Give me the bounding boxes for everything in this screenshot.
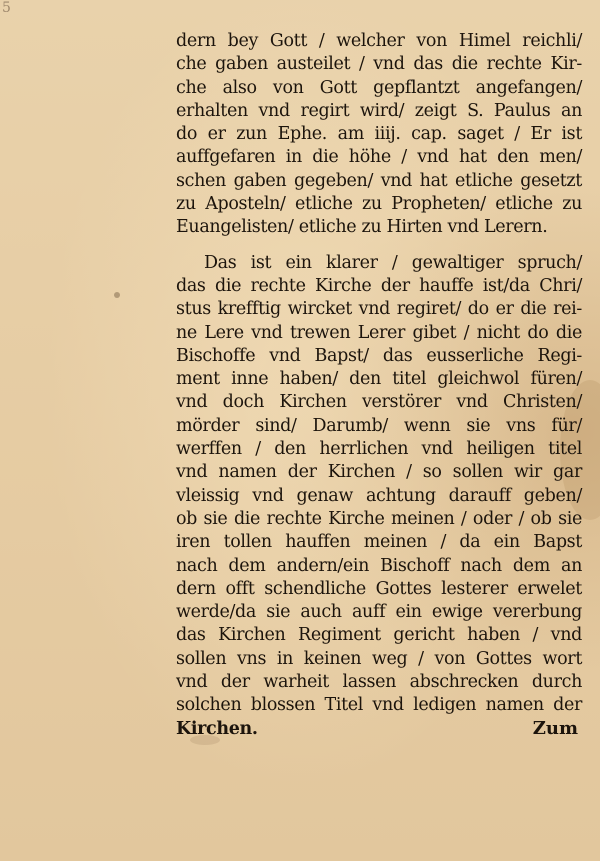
text-line: iren tollen hauffen meinen / da ein Bapst: [176, 532, 582, 553]
text-line: mörder sind/ Darumb/ wenn sie vns für/: [176, 415, 582, 436]
text-line: zu Aposteln/ etliche zu Propheten/ etliche zu: [176, 194, 582, 215]
paragraph-1: [176, 30, 588, 240]
text-line: nach dem andern/ein Bischoff nach dem an: [176, 555, 582, 576]
text-line: Bischoffe vnd Bapst/ das eusserliche Regi-: [176, 345, 582, 366]
text-line: vnd namen der Kirchen / so sollen wir gar: [176, 462, 582, 483]
text-line: Euangelisten/ etliche zu Hirten vnd Lerern.: [176, 217, 548, 238]
text-line: dern bey Gott / welcher von Himel reichli/: [176, 31, 582, 51]
text-line: vleissig vnd genaw achtung darauff geben/: [176, 485, 582, 506]
text-line: che gaben austeilet / vnd das die rechte Kir-: [176, 54, 582, 75]
page-number-fragment: 5: [2, 0, 11, 16]
text-line: das die rechte Kirche der hauffe ist/da Chri/: [176, 275, 582, 296]
catchword: Zum: [532, 718, 578, 739]
text-line: schen gaben gegeben/ vnd hat etliche gesetzt: [176, 170, 582, 191]
paragraph-2: [176, 252, 588, 741]
text-line: vnd doch Kirchen verstörer vnd Christen/: [176, 392, 582, 413]
text-line: erhalten vnd regirt wird/ zeigt S. Paulus an: [176, 100, 582, 121]
text-line: Das ist ein klarer / gewaltiger spruch/: [204, 252, 582, 273]
text-line: vnd der warheit lassen abschrecken durch: [176, 672, 582, 693]
paragraph-gap: [176, 240, 588, 252]
text-line: che also von Gott gepflantzt angefangen/: [176, 77, 582, 98]
text-line: auffgefaren in die höhe / vnd hat den men/: [176, 147, 582, 168]
text-line: sollen vns in keinen weg / von Gottes wort: [176, 648, 582, 669]
text-line: ne Lere vnd trewen Lerer gibet / nicht do die: [176, 322, 582, 343]
text-line: stus krefftig wircket vnd regiret/ do er die rei-: [176, 299, 582, 320]
text-line: do er zun Ephe. am iiij. cap. saget / Er ist: [176, 124, 582, 145]
margin-ink-dot: [114, 292, 120, 298]
text-line: werffen / den herrlichen vnd heiligen titel: [176, 439, 582, 460]
text-line: ob sie die rechte Kirche meinen / oder / ob sie: [176, 508, 582, 529]
text-line: ment inne haben/ den titel gleichwol füren/: [176, 369, 582, 390]
text-line: Kirchen.: [176, 718, 258, 739]
text-line: das Kirchen Regiment gericht haben / vnd: [176, 625, 582, 646]
text-line: dern offt schendliche Gottes lesterer erwelet: [176, 578, 582, 599]
text-line: werde/da sie auch auff ein ewige vererbung: [176, 602, 582, 623]
main-text: [176, 30, 588, 741]
text-line: solchen blossen Titel vnd ledigen namen der: [176, 695, 582, 716]
